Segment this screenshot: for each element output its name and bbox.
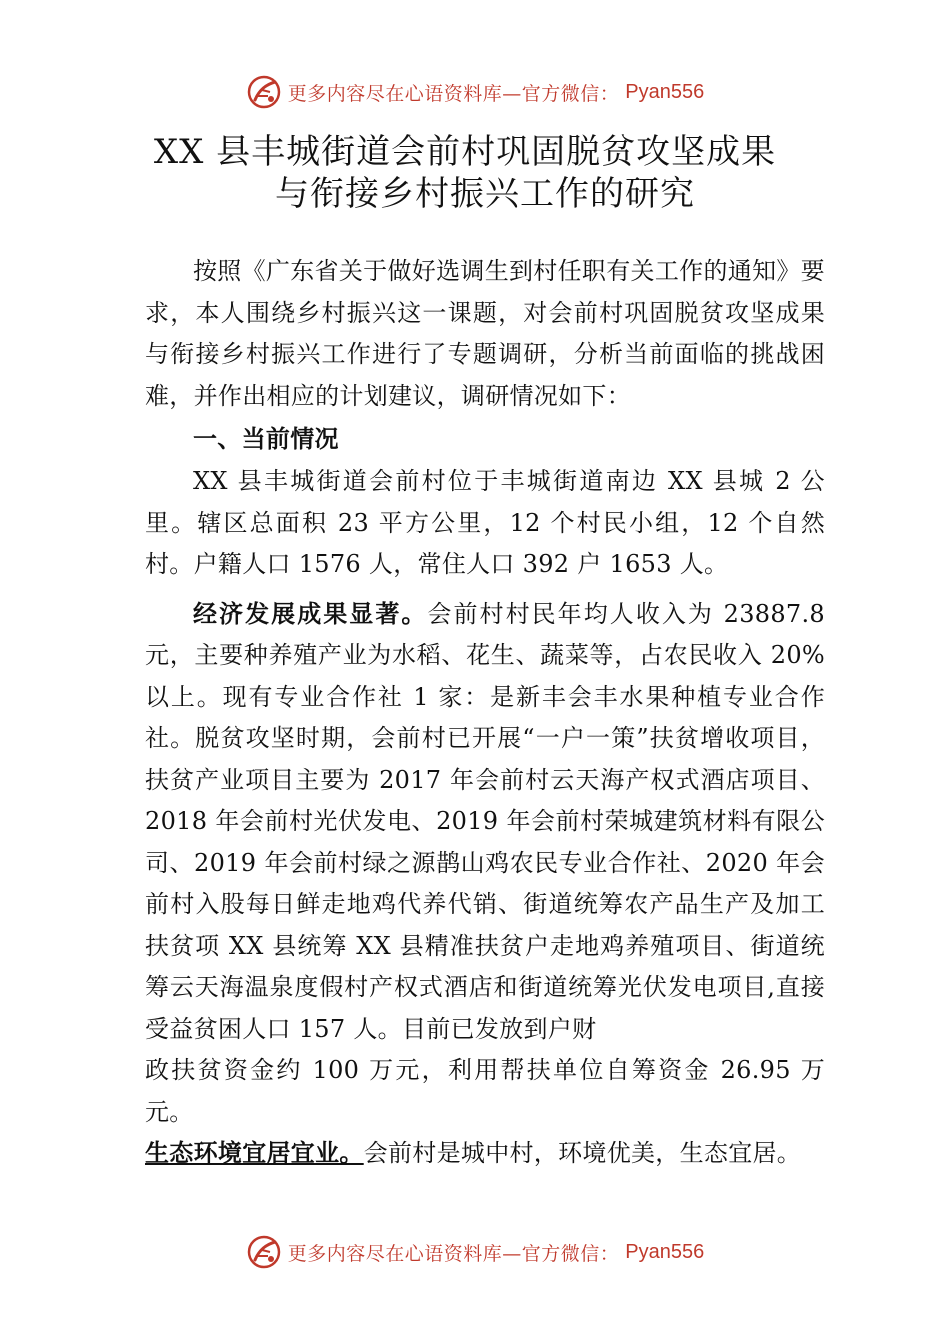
watermark-logo-icon <box>246 74 282 110</box>
economy-lead: 经济发展成果显著。 <box>193 599 428 628</box>
document-body <box>145 251 825 1175</box>
economy-text: 会前村村民年均人收入为 23887.8 元，主要种养殖产业为水稻、花生、蔬菜等，占农民收入 20% 以上。现有专业合作社 1 家：是新丰会丰水果种植专业合作社。脱贫攻坚时期，会前村已开展“一户一策”扶贫增收项目，扶贫产业项目主要为 2017 年会前村云天海产权式酒店项目、2018 年会前村光伏发电、2019 年会前村荣城建筑材料有限公司、2019 年会前村绿之源鹊山鸡农民专业合作社、2020 年会前村入股每日鲜走地鸡代养代销、街道统筹农产品生产及加工扶贫项 XX 县统筹 XX 县精准扶贫户走地鸡养殖项目、街道统筹云天海温泉度假村产权式酒店和街道统筹光伏发电项目,直接受益贫困人口 157 人。目前已发放到户财 <box>145 599 825 1043</box>
overview-paragraph: XX 县丰城街道会前村位于丰城街道南边 XX 县城 2 公里。辖区总面积 23 平方公里，12 个村民小组，12 个自然村。户籍人口 1576 人，常住人口 392 户 1653 人。 <box>145 467 825 578</box>
footer-watermark <box>0 1230 950 1274</box>
watermark-text: 更多内容尽在心语资料库—官方微信： <box>287 1242 620 1265</box>
watermark-logo-icon <box>246 1234 282 1270</box>
document-title-line2: 与衔接乡村振兴工作的研究 <box>275 174 695 214</box>
watermark-wechat-id: Pyan556 <box>625 80 705 103</box>
ecology-text: 会前村是城中村，环境优美，生态宜居。 <box>363 1139 802 1167</box>
watermark-text: 更多内容尽在心语资料库—官方微信： <box>287 82 620 105</box>
section-heading-current-situation: 一、当前情况 <box>193 425 339 453</box>
header-watermark <box>0 70 950 114</box>
economy-paragraph-continued: 政扶贫资金约 100 万元，利用帮扶单位自筹资金 26.95 万元。 <box>145 1056 825 1126</box>
economy-paragraph <box>145 594 825 1051</box>
ecology-paragraph <box>145 1133 825 1175</box>
intro-paragraph: 按照《广东省关于做好选调生到村任职有关工作的通知》要求，本人围绕乡村振兴这一课题，对会前村巩固脱贫攻坚成果与衔接乡村振兴工作进行了专题调研，分析当前面临的挑战困难，并作出相应的计划建议，调研情况如下： <box>145 257 825 410</box>
watermark-wechat-id: Pyan556 <box>625 1240 705 1263</box>
document-title-line1: XX 县丰城街道会前村巩固脱贫攻坚成果 <box>153 132 777 172</box>
ecology-lead: 生态环境宜居宜业。 <box>145 1139 364 1167</box>
